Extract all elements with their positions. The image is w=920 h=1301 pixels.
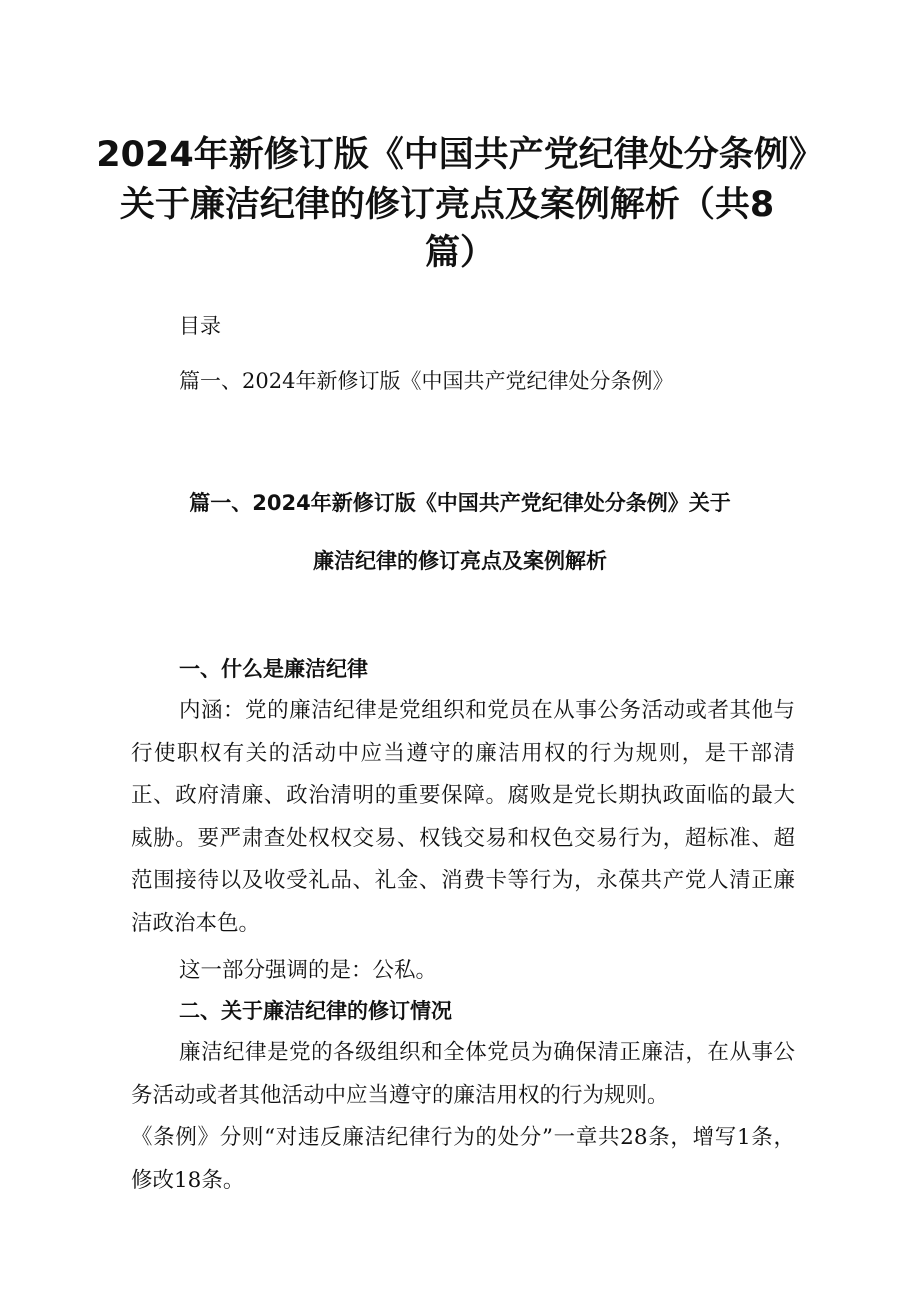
document-title-line-3: 篇） xyxy=(424,233,495,273)
section-title-line-1: 篇一、2024年新修订版《中国共产党纪律处分条例》关于 xyxy=(189,491,731,515)
heading-revision-status: 二、关于廉洁纪律的修订情况 xyxy=(179,999,452,1023)
document-title-line-1: 2024年新修订版《中国共产党纪律处分条例》 xyxy=(96,135,824,175)
section-title-line-2: 廉洁纪律的修订亮点及案例解析 xyxy=(313,549,607,573)
paragraph-article-count: 《条例》分则“对违反廉洁纪律行为的处分”一章共28条，增写1条，修改18条。 xyxy=(131,1125,795,1193)
heading-what-is-integrity-discipline: 一、什么是廉洁纪律 xyxy=(179,657,368,681)
paragraph-connotation: 内涵：党的廉洁纪律是党组织和党员在从事公务活动或者其他与行使职权有关的活动中应当遵守的廉洁用权的行为规则，是干部清正、政府清廉、政治清明的重要保障。腐败是党长期执政面临的最大威胁。要严肃查处权权交易、权钱交易和权色交易行为，超标准、超范围接待以及收受礼品、礼金、消费卡等行为，永葆共产党人清正廉洁政治本色。 xyxy=(131,698,795,936)
toc-heading: 目录 xyxy=(179,314,221,338)
document-title-line-2: 关于廉洁纪律的修订亮点及案例解析（共8 xyxy=(119,185,775,225)
toc-item[interactable]: 篇一、2024年新修订版《中国共产党纪律处分条例》 xyxy=(179,369,674,393)
paragraph-definition: 廉洁纪律是党的各级组织和全体党员为确保清正廉洁，在从事公务活动或者其他活动中应当遵守的廉洁用权的行为规则。 xyxy=(131,1040,795,1108)
paragraph-emphasis: 这一部分强调的是：公私。 xyxy=(179,958,438,983)
